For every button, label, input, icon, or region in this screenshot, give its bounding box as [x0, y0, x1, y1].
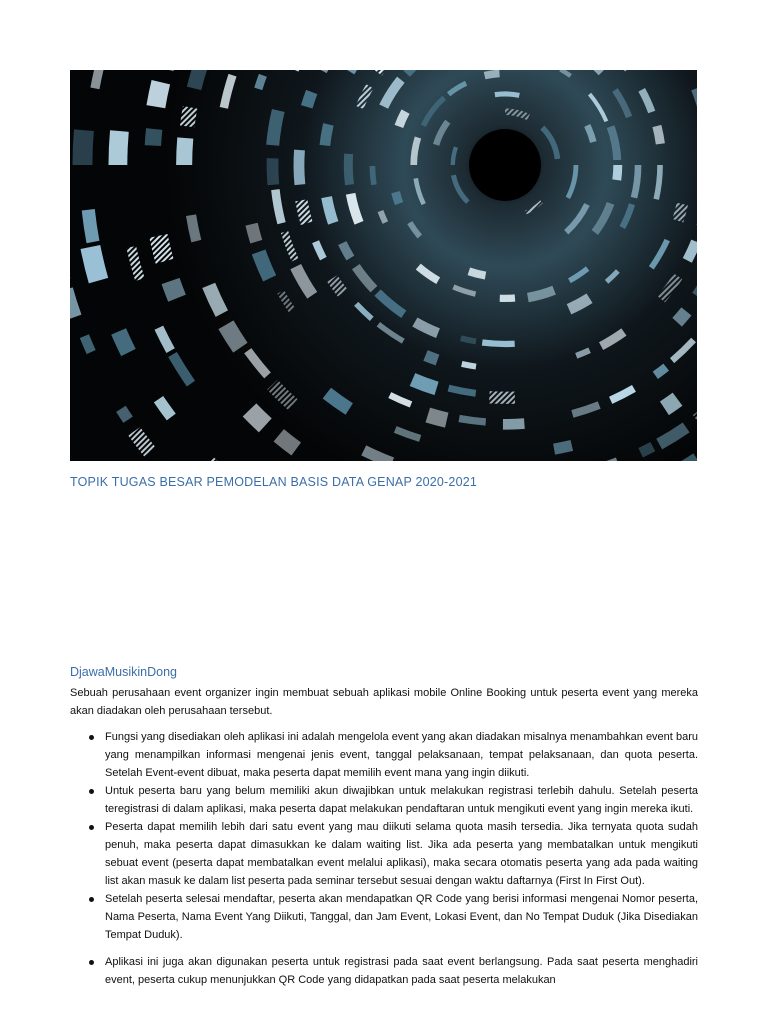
requirements-list — [70, 728, 698, 989]
ring-segment — [500, 294, 516, 302]
ring-segment — [489, 391, 515, 404]
list-item: Fungsi yang disediakan oleh aplikasi ini adalah mengelola event yang akan diadakan misalnya menambahkan event baru yang menampilkan informasi mengenai jenis event, tanggal pelaksanaan, tempat pelaksanaan, dan quota peserta. Setelah Event-event dibuat, maka peserta dapat memilih event mana yang ingin diikuti. — [70, 728, 698, 782]
list-item: Setelah peserta selesai mendaftar, peserta akan mendapatkan QR Code yang berisi informasi mengenai Nomor peserta, Nama Peserta, Nama Event Yang Diikuti, Tanggal, dan Jam Event, Lokasi Event, dan No Tempat Duduk (Jika Disediakan Tempat Duduk). — [70, 890, 698, 944]
ring-segment — [267, 158, 280, 185]
ring-segment — [294, 150, 306, 185]
ring-segment — [176, 137, 193, 165]
ring-segment — [108, 130, 128, 165]
ring-segment — [344, 154, 354, 186]
section-heading: DjawaMusikinDong — [70, 665, 177, 679]
list-item: Peserta dapat memilih lebih dari satu event yang mau diikuti selama quota masih tersedia. Jika ternyata quota sudah penuh, maka peserta dapat dimasukkan ke dalam waiting list. Jika ada peserta yang membatalkan untuk mengikuti sebuat event (peserta dapat membatalkan event melalui aplikasi), maka secara otomatis peserta yang ada pada waiting list akan masuk ke dalam list peserta pada seminar tersebut sesuai dengan waktu daftarnya (First In First Out). — [70, 818, 698, 890]
list-item: Aplikasi ini juga akan digunakan peserta untuk registrasi pada saat event berlangsung. Pada saat peserta menghadiri event, peserta cukup menunjukkan QR Code yang didapatkan pada saat peserta melakukan — [70, 953, 698, 989]
abstract-circular-data-tunnel-image — [70, 70, 697, 461]
section-body — [70, 684, 698, 989]
list-item: Untuk peserta baru yang belum memiliki akun diwajibkan untuk melakukan registrasi terlebih dahulu. Setelah peserta teregistrasi di dalam aplikasi, maka peserta dapat melakukan pendaftaran untuk mengikuti event yang ingin mereka ikuti. — [70, 782, 698, 818]
document-title: TOPIK TUGAS BESAR PEMODELAN BASIS DATA GENAP 2020-2021 — [70, 475, 478, 489]
ring-segment — [503, 418, 525, 429]
ring-segment — [73, 129, 94, 165]
intro-paragraph: Sebuah perusahaan event organizer ingin membuat sebuah aplikasi mobile Online Booking untuk peserta event yang mereka akan diadakan oleh perusahaan tersebut. — [70, 687, 698, 717]
cover-image — [70, 70, 697, 461]
ring-segment — [180, 106, 197, 127]
ring-segment — [612, 165, 622, 181]
ring-segment — [145, 128, 163, 146]
